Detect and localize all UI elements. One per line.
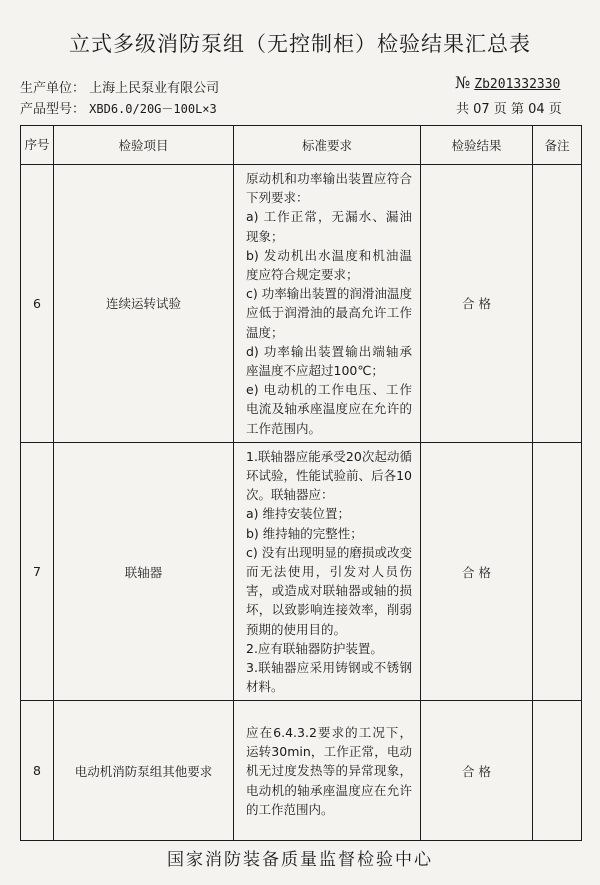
model-line [20, 98, 217, 117]
row-remark [533, 442, 582, 701]
row-item: 电动机消防泵组其他要求 [54, 701, 234, 841]
header-standard: 标准要求 [234, 126, 421, 165]
header-result: 检验结果 [421, 126, 533, 165]
row-seq: 7 [21, 442, 54, 701]
producer-label: 生产单位： [20, 81, 86, 96]
header-seq: 序号 [21, 126, 54, 165]
table-row [21, 165, 582, 443]
standard-line: 3.联轴器应采用铸钢或不锈钢材料。 [246, 660, 412, 695]
report-number-value: Zb201332330 [474, 77, 561, 92]
row-result: 合 格 [421, 165, 533, 443]
row-result: 合 格 [421, 442, 533, 701]
row-item: 联轴器 [54, 442, 234, 701]
standard-line: a) 工作正常，无漏水、漏油现象； [246, 209, 412, 244]
header-remark: 备注 [533, 126, 582, 165]
issuer-footer: 国家消防装备质量监督检验中心 [167, 850, 433, 870]
document-title: 立式多级消防泵组（无控制柜）检验结果汇总表 [69, 32, 531, 56]
standard-line: c) 没有出现明显的磨损或改变而无法使用，引发对人员伤害，或造成对联轴器或轴的损坏，以致影响连接效率，削弱预期的使用目的。 [246, 544, 412, 637]
standard-line: b) 发动机出水温度和机油温度应符合规定要求； [246, 247, 412, 283]
standard-line: d) 功率输出装置输出端轴承座温度不应超过100℃； [246, 343, 412, 379]
model-value: XBD6.0/20G－100L×3 [89, 102, 217, 116]
table-row [21, 442, 582, 701]
standard-line: b) 维持轴的完整性； [246, 525, 363, 541]
row-standard [234, 442, 421, 701]
standard-line: a) 维持安装位置； [246, 506, 351, 522]
row-remark [533, 165, 582, 443]
number-sign: № [455, 73, 471, 92]
report-number [455, 73, 560, 92]
standard-line: 2.应有联轴器防护装置。 [246, 640, 383, 656]
standard-line: 应在6.4.3.2要求的工况下，运转30min，工作正常，电动机无过度发热等的异常现象，电动机的轴承座温度应在允许的工作范围内。 [246, 724, 412, 817]
row-result: 合 格 [421, 701, 533, 841]
row-standard [234, 701, 421, 841]
standard-line: c) 功率输出装置的润滑油温度应低于润滑油的最高允许工作温度； [246, 286, 412, 340]
row-item: 连续运转试验 [54, 165, 234, 443]
model-label: 产品型号： [20, 102, 86, 117]
standard-line: 1.联轴器应能承受20次起动循环试验，性能试验前、后各10次。联轴器应： [246, 448, 412, 503]
producer-line [20, 77, 219, 96]
row-seq: 6 [21, 165, 54, 443]
page-info: 共 07 页 第 04 页 [456, 102, 562, 117]
row-standard [234, 165, 421, 443]
producer-value: 上海上民泵业有限公司 [89, 81, 220, 96]
table-row [21, 701, 582, 841]
results-table [20, 125, 582, 841]
standard-line: e) 电动机的工作电压、工作电流及轴承座温度应在允许的工作范围内。 [246, 382, 412, 436]
table-header-row [21, 126, 582, 165]
row-seq: 8 [21, 701, 54, 841]
standard-line: 原动机和功率输出装置应符合下列要求： [246, 171, 412, 206]
row-remark [533, 701, 582, 841]
header-item: 检验项目 [54, 126, 234, 165]
